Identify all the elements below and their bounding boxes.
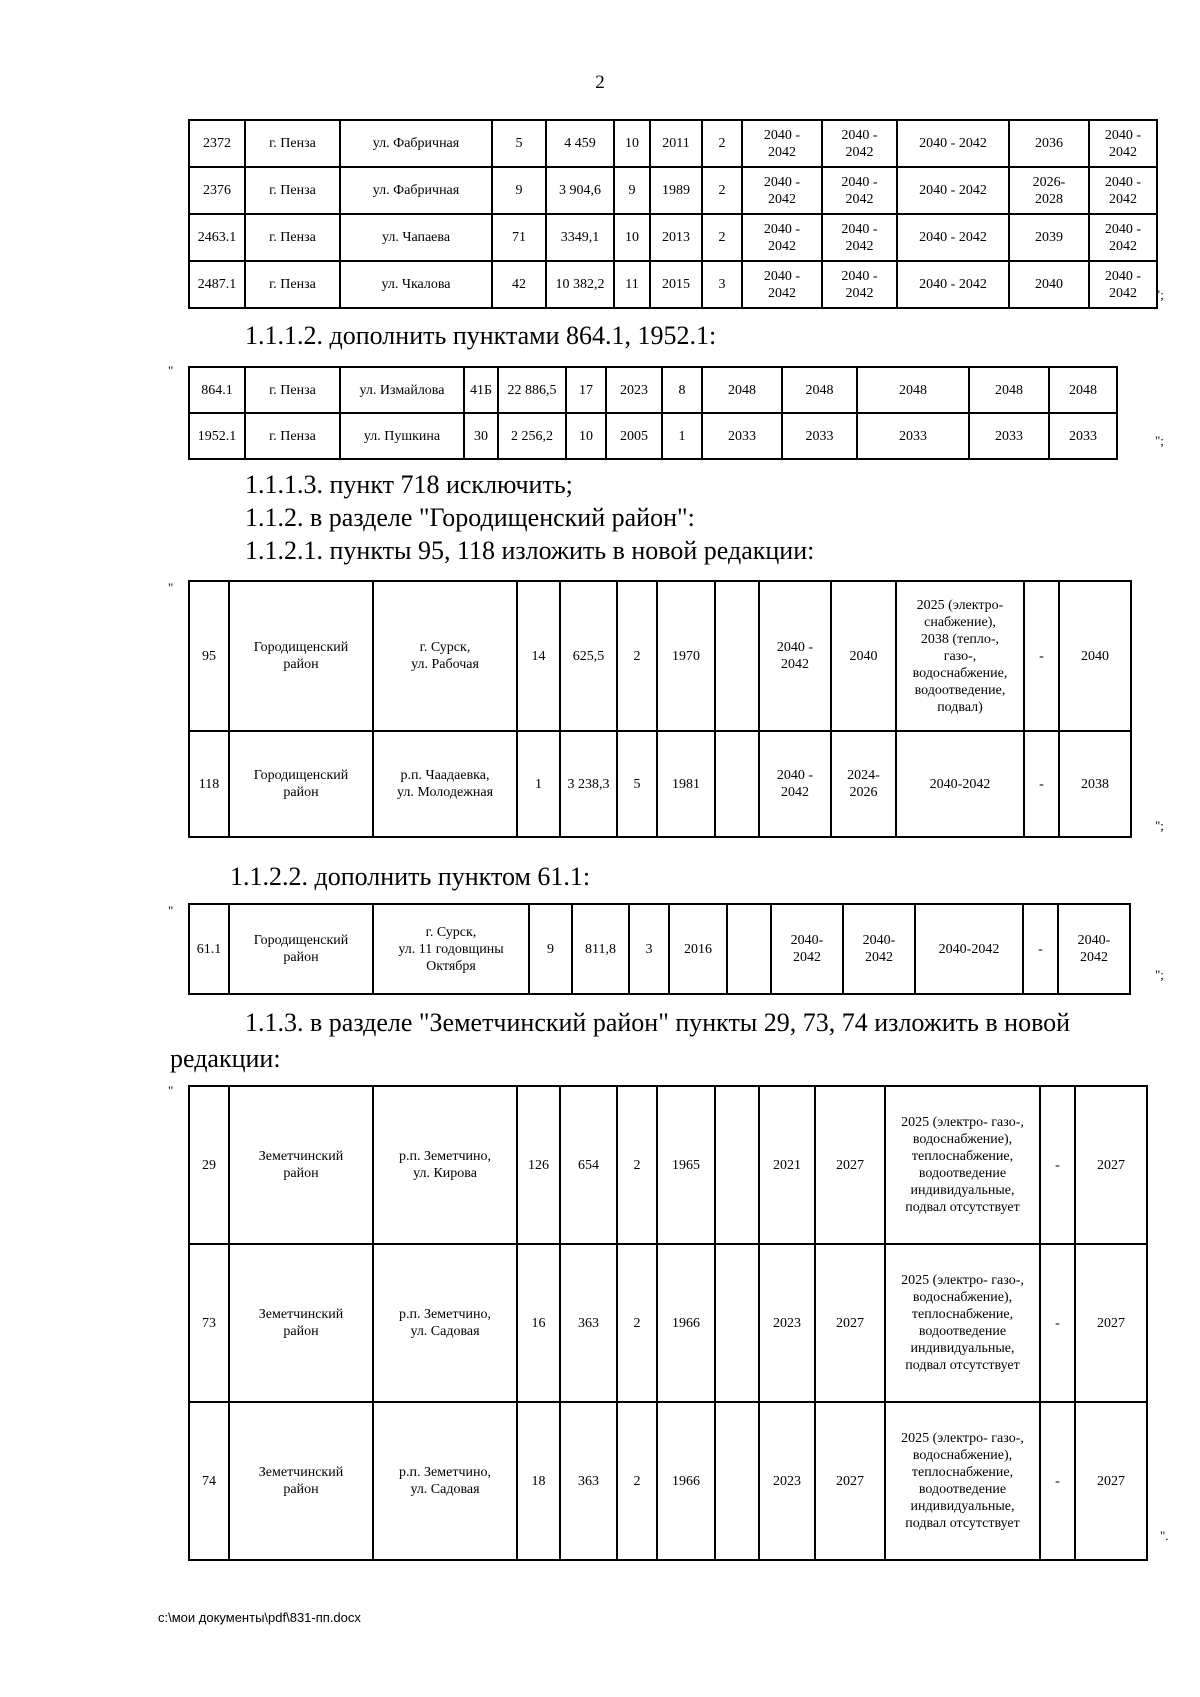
table-cell: 3 — [702, 261, 742, 308]
table-cell: 2039 — [1009, 214, 1089, 261]
opening-quote: " — [168, 580, 174, 595]
closing-quote: "; — [1155, 287, 1164, 302]
table-cell: 2040 - 2042 — [822, 167, 897, 214]
table-cell: - — [1040, 1244, 1075, 1402]
table-cell: 2040 - 2042 — [897, 214, 1009, 261]
data-table — [188, 119, 1158, 309]
table-cell: 2038 — [1059, 731, 1131, 837]
table-cell: 2040 - 2042 — [1089, 120, 1157, 167]
table-cell: 9 — [614, 167, 650, 214]
table-cell: 10 — [614, 214, 650, 261]
table-cell: 30 — [464, 413, 498, 459]
table-cell: 1989 — [650, 167, 702, 214]
table-cell: 95 — [189, 581, 229, 731]
table-cell — [715, 1244, 759, 1402]
closing-quote: "; — [1155, 433, 1164, 448]
table-cell: 3 — [629, 904, 669, 994]
table-cell: 2040 - 2042 — [742, 261, 822, 308]
paragraph-1-1-2-2: 1.1.2.2. дополнить пунктом 61.1: — [230, 862, 591, 891]
table-cell: р.п. Земетчино, ул. Садовая — [373, 1244, 517, 1402]
table-cell: 2033 — [702, 413, 782, 459]
table-cell: 10 — [614, 120, 650, 167]
table-cell: 8 — [662, 367, 702, 413]
table-cell: 9 — [529, 904, 572, 994]
table-cell: 2027 — [815, 1402, 885, 1560]
table-cell: 2027 — [815, 1244, 885, 1402]
table-cell: 2 — [617, 1086, 657, 1244]
table-penza-1 — [188, 119, 1158, 309]
table-cell: 2027 — [1075, 1244, 1147, 1402]
table-cell: 3 238,3 — [560, 731, 617, 837]
table-cell: 2013 — [650, 214, 702, 261]
table-cell: 2024- 2026 — [831, 731, 896, 837]
table-cell: 2026- 2028 — [1009, 167, 1089, 214]
paragraph-1-1-3-line2: редакции: — [170, 1044, 281, 1073]
table-cell: г. Пенза — [245, 413, 340, 459]
data-table — [188, 580, 1132, 838]
table-cell: 2463.1 — [189, 214, 245, 261]
table-cell: 16 — [517, 1244, 560, 1402]
table-cell: 1952.1 — [189, 413, 245, 459]
table-cell: р.п. Чаадаевка, ул. Молодежная — [373, 731, 517, 837]
table-cell: 2011 — [650, 120, 702, 167]
table-cell: 2040 - 2042 — [742, 120, 822, 167]
table-row — [189, 1244, 1147, 1402]
table-cell: 2040 - 2042 — [759, 581, 831, 731]
table-cell: 4 459 — [546, 120, 614, 167]
table-cell: 2027 — [1075, 1402, 1147, 1560]
table-gorodishche-1 — [188, 580, 1132, 838]
table-cell: 363 — [560, 1244, 617, 1402]
closing-quote: "; — [1155, 818, 1164, 833]
table-row — [189, 167, 1157, 214]
table-cell: 2 — [702, 214, 742, 261]
table-cell: 2 — [617, 1244, 657, 1402]
table-cell: 2033 — [969, 413, 1049, 459]
table-cell — [727, 904, 771, 994]
table-cell: 864.1 — [189, 367, 245, 413]
table-cell: ул. Измайлова — [340, 367, 464, 413]
page-number: 2 — [595, 72, 605, 93]
table-cell: г. Сурск, ул. Рабочая — [373, 581, 517, 731]
table-cell — [715, 581, 759, 731]
data-table — [188, 903, 1131, 995]
table-cell: 2372 — [189, 120, 245, 167]
table-cell: 2025 (электро- газо-, водоснабжение), теплоснабжение, водоотведение индивидуальные, подвал отсутствует — [885, 1086, 1040, 1244]
data-table — [188, 366, 1118, 460]
table-row — [189, 581, 1131, 731]
table-cell: 2033 — [1049, 413, 1117, 459]
table-cell: - — [1024, 731, 1059, 837]
table-cell: 1970 — [657, 581, 715, 731]
table-cell: 41Б — [464, 367, 498, 413]
table-cell: 2 — [702, 167, 742, 214]
table-cell: 2 — [702, 120, 742, 167]
table-cell: 2025 (электро- снабжение), 2038 (тепло-, газо-, водоснабжение, водоотведение, подвал) — [896, 581, 1024, 731]
table-cell: 1966 — [657, 1244, 715, 1402]
table-cell: 61.1 — [189, 904, 229, 994]
table-cell: 2025 (электро- газо-, водоснабжение), теплоснабжение, водоотведение индивидуальные, подвал отсутствует — [885, 1244, 1040, 1402]
table-cell: 71 — [492, 214, 546, 261]
table-cell: 2027 — [1075, 1086, 1147, 1244]
table-zemetchino — [188, 1085, 1148, 1561]
table-cell: Земетчинский район — [229, 1402, 373, 1560]
table-cell: 2033 — [782, 413, 857, 459]
table-cell: 2040 - 2042 — [742, 214, 822, 261]
table-cell: 2023 — [759, 1402, 815, 1560]
table-cell: ул. Пушкина — [340, 413, 464, 459]
table-cell: 1 — [662, 413, 702, 459]
table-cell: 2487.1 — [189, 261, 245, 308]
table-row — [189, 367, 1117, 413]
table-cell: 2040 - 2042 — [897, 120, 1009, 167]
table-cell: - — [1023, 904, 1058, 994]
table-cell: г. Пенза — [245, 261, 340, 308]
table-cell: 2040 - 2042 — [822, 214, 897, 261]
table-cell: 2040 - 2042 — [1089, 214, 1157, 261]
table-cell: 2 — [617, 1402, 657, 1560]
table-cell: г. Пенза — [245, 167, 340, 214]
table-cell: 5 — [617, 731, 657, 837]
paragraph-1-1-2-1: 1.1.2.1. пункты 95, 118 изложить в новой редакции: — [245, 536, 815, 565]
table-cell: - — [1040, 1086, 1075, 1244]
table-row — [189, 1086, 1147, 1244]
table-row — [189, 413, 1117, 459]
table-cell: г. Сурск, ул. 11 годовщины Октября — [373, 904, 529, 994]
opening-quote: " — [168, 1083, 174, 1098]
table-cell — [715, 1402, 759, 1560]
closing-quote: ". — [1160, 1528, 1169, 1543]
table-cell: 2040 - 2042 — [742, 167, 822, 214]
table-cell: 2025 (электро- газо-, водоснабжение), теплоснабжение, водоотведение индивидуальные, подвал отсутствует — [885, 1402, 1040, 1560]
table-cell: 126 — [517, 1086, 560, 1244]
table-cell: 14 — [517, 581, 560, 731]
table-cell: 2021 — [759, 1086, 815, 1244]
table-cell: 118 — [189, 731, 229, 837]
table-cell: 22 886,5 — [498, 367, 566, 413]
closing-quote: "; — [1155, 967, 1164, 982]
table-cell: 2015 — [650, 261, 702, 308]
table-cell: 2040- 2042 — [1058, 904, 1130, 994]
table-cell: 1966 — [657, 1402, 715, 1560]
table-row — [189, 904, 1130, 994]
table-cell — [715, 1086, 759, 1244]
footer-file-path: c:\мои документы\pdf\831-пп.docx — [158, 1610, 361, 1625]
opening-quote: " — [168, 363, 174, 378]
table-cell: 2016 — [669, 904, 727, 994]
data-table — [188, 1085, 1148, 1561]
table-cell: 2023 — [606, 367, 662, 413]
paragraph-1-1-2: 1.1.2. в разделе "Городищенский район": — [245, 503, 695, 532]
table-gorodishche-2 — [188, 903, 1131, 995]
table-cell: - — [1024, 581, 1059, 731]
table-cell: 1965 — [657, 1086, 715, 1244]
table-cell: 811,8 — [572, 904, 629, 994]
table-cell: 2 256,2 — [498, 413, 566, 459]
table-cell: 2036 — [1009, 120, 1089, 167]
paragraph-1-1-1-3: 1.1.1.3. пункт 718 исключить; — [245, 470, 573, 499]
opening-quote: " — [168, 903, 174, 918]
table-cell: 2040 - 2042 — [822, 261, 897, 308]
table-cell: 11 — [614, 261, 650, 308]
paragraph-1-1-3-line1: 1.1.3. в разделе "Земетчинский район" пункты 29, 73, 74 изложить в новой — [245, 1008, 1071, 1037]
table-cell: 2040-2042 — [915, 904, 1023, 994]
table-cell: Земетчинский район — [229, 1086, 373, 1244]
table-cell: 2048 — [782, 367, 857, 413]
table-cell: 1981 — [657, 731, 715, 837]
table-cell: ул. Фабричная — [340, 167, 492, 214]
table-cell: 2040 - 2042 — [897, 261, 1009, 308]
table-cell: 10 382,2 — [546, 261, 614, 308]
table-cell: Городищенский район — [229, 731, 373, 837]
table-cell: Земетчинский район — [229, 1244, 373, 1402]
table-cell: 2376 — [189, 167, 245, 214]
table-cell: р.п. Земетчино, ул. Кирова — [373, 1086, 517, 1244]
table-cell: 2040 - 2042 — [822, 120, 897, 167]
table-cell: 2040-2042 — [896, 731, 1024, 837]
table-cell: г. Пенза — [245, 214, 340, 261]
table-row — [189, 1402, 1147, 1560]
table-cell: 42 — [492, 261, 546, 308]
table-row — [189, 214, 1157, 261]
table-cell: 2027 — [815, 1086, 885, 1244]
table-cell: 3349,1 — [546, 214, 614, 261]
table-cell: ул. Фабричная — [340, 120, 492, 167]
table-cell: 2040 - 2042 — [897, 167, 1009, 214]
table-cell: г. Пенза — [245, 120, 340, 167]
table-cell: 2040 — [1059, 581, 1131, 731]
table-cell: ул. Чапаева — [340, 214, 492, 261]
table-cell: ул. Чкалова — [340, 261, 492, 308]
table-cell: 29 — [189, 1086, 229, 1244]
table-cell — [715, 731, 759, 837]
table-row — [189, 731, 1131, 837]
table-cell: Городищенский район — [229, 904, 373, 994]
table-cell: 2048 — [702, 367, 782, 413]
table-cell: 2040 - 2042 — [759, 731, 831, 837]
table-cell: р.п. Земетчино, ул. Садовая — [373, 1402, 517, 1560]
table-cell: 2005 — [606, 413, 662, 459]
table-cell: 2 — [617, 581, 657, 731]
table-cell: 2040 - 2042 — [1089, 167, 1157, 214]
table-penza-2 — [188, 366, 1118, 460]
table-cell: 2040 - 2042 — [1089, 261, 1157, 308]
table-cell: 9 — [492, 167, 546, 214]
table-cell: 654 — [560, 1086, 617, 1244]
table-cell: г. Пенза — [245, 367, 340, 413]
table-row — [189, 261, 1157, 308]
table-cell: 2048 — [969, 367, 1049, 413]
table-cell: 74 — [189, 1402, 229, 1560]
table-cell: Городищенский район — [229, 581, 373, 731]
table-cell: 1 — [517, 731, 560, 837]
table-cell: 17 — [566, 367, 606, 413]
table-cell: 2023 — [759, 1244, 815, 1402]
table-cell: 2040- 2042 — [771, 904, 843, 994]
table-cell: 2040- 2042 — [843, 904, 915, 994]
table-cell: - — [1040, 1402, 1075, 1560]
table-cell: 2048 — [1049, 367, 1117, 413]
table-cell: 363 — [560, 1402, 617, 1560]
paragraph-1-1-1-2: 1.1.1.2. дополнить пунктами 864.1, 1952.1: — [245, 321, 717, 350]
table-row — [189, 120, 1157, 167]
table-cell: 2033 — [857, 413, 969, 459]
table-cell: 10 — [566, 413, 606, 459]
table-cell: 18 — [517, 1402, 560, 1560]
table-cell: 3 904,6 — [546, 167, 614, 214]
table-cell: 2048 — [857, 367, 969, 413]
table-cell: 5 — [492, 120, 546, 167]
table-cell: 73 — [189, 1244, 229, 1402]
table-cell: 625,5 — [560, 581, 617, 731]
table-cell: 2040 — [1009, 261, 1089, 308]
table-cell: 2040 — [831, 581, 896, 731]
